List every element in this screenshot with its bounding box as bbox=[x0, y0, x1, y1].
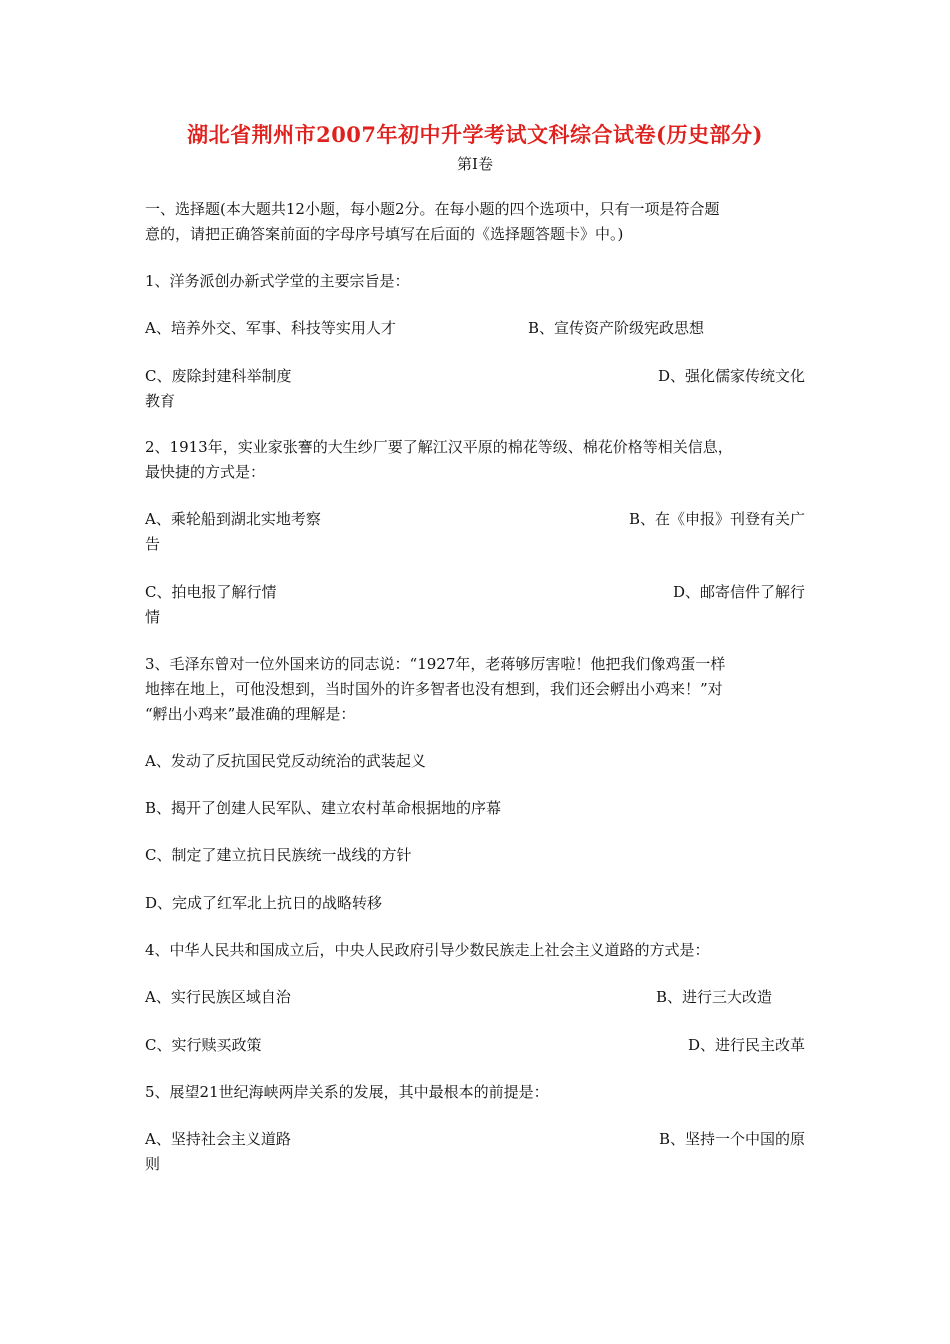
question-3-option-c: C、制定了建立抗日民族统一战线的方针 bbox=[145, 846, 412, 864]
question-2-stem: 2、1913年，实业家张謇的大生纱厂要了解江汉平原的棉花等级、棉花价格等相关信息， bbox=[145, 438, 733, 456]
section-header-line: 意的，请把正确答案前面的字母序号填写在后面的《选择题答题卡》中。) bbox=[145, 225, 624, 243]
question-2-option-b-wrap: 告 bbox=[145, 535, 161, 553]
question-3-stem: 3、毛泽东曾对一位外国来访的同志说：“1927年，老蒋够厉害啦！他把我们像鸡蛋一样 bbox=[145, 655, 726, 673]
question-1-option-d: D、强化儒家传统文化 bbox=[657, 367, 805, 385]
question-2-option-a: A、乘轮船到湖北实地考察 bbox=[145, 510, 321, 528]
question-3-stem: “孵出小鸡来”最准确的理解是： bbox=[145, 705, 356, 723]
question-2-option-d: D、邮寄信件了解行 bbox=[672, 583, 805, 601]
question-1-option-d-wrap: 教育 bbox=[145, 392, 176, 410]
volume-subtitle: 第Ⅰ卷 bbox=[457, 155, 493, 173]
question-1-option-b: B、宣传资产阶级宪政思想 bbox=[528, 319, 705, 337]
question-3-option-a: A、发动了反抗国民党反动统治的武装起义 bbox=[145, 752, 426, 770]
question-4-option-b: B、进行三大改造 bbox=[655, 988, 772, 1006]
question-2-option-d-wrap: 情 bbox=[145, 608, 161, 626]
question-1-stem: 1、洋务派创办新式学堂的主要宗旨是： bbox=[145, 272, 410, 290]
page-title: 湖北省荆州市2007年初中升学考试文科综合试卷(历史部分) bbox=[187, 122, 763, 147]
question-5-option-a: A、坚持社会主义道路 bbox=[145, 1130, 291, 1148]
question-2-stem: 最快捷的方式是： bbox=[145, 463, 266, 481]
question-4-option-a: A、实行民族区域自治 bbox=[145, 988, 291, 1006]
question-5-option-b: B、坚持一个中国的原 bbox=[658, 1130, 805, 1148]
question-1-option-c: C、废除封建科举制度 bbox=[145, 367, 292, 385]
question-5-option-b-wrap: 则 bbox=[145, 1155, 161, 1173]
question-4-option-c: C、实行赎买政策 bbox=[145, 1036, 262, 1054]
section-header-line: 一、选择题(本大题共12小题，每小题2分。在每小题的四个选项中，只有一项是符合题 bbox=[145, 200, 720, 218]
question-1-option-a: A、培养外交、军事、科技等实用人才 bbox=[145, 319, 396, 337]
question-4-stem: 4、中华人民共和国成立后，中央人民政府引导少数民族走上社会主义道路的方式是： bbox=[145, 941, 710, 959]
question-2-option-c: C、拍电报了解行情 bbox=[145, 583, 277, 601]
question-4-option-d: D、进行民主改革 bbox=[687, 1036, 805, 1054]
question-3-option-b: B、揭开了创建人民军队、建立农村革命根据地的序幕 bbox=[145, 799, 502, 817]
question-5-stem: 5、展望21世纪海峡两岸关系的发展，其中最根本的前提是： bbox=[145, 1083, 549, 1101]
question-3-option-d: D、完成了红军北上抗日的战略转移 bbox=[145, 894, 383, 912]
question-3-stem: 地摔在地上，可他没想到，当时国外的许多智者也没有想到，我们还会孵出小鸡来！”对 bbox=[145, 680, 723, 698]
question-2-option-b: B、在《申报》刊登有关广 bbox=[628, 510, 805, 528]
